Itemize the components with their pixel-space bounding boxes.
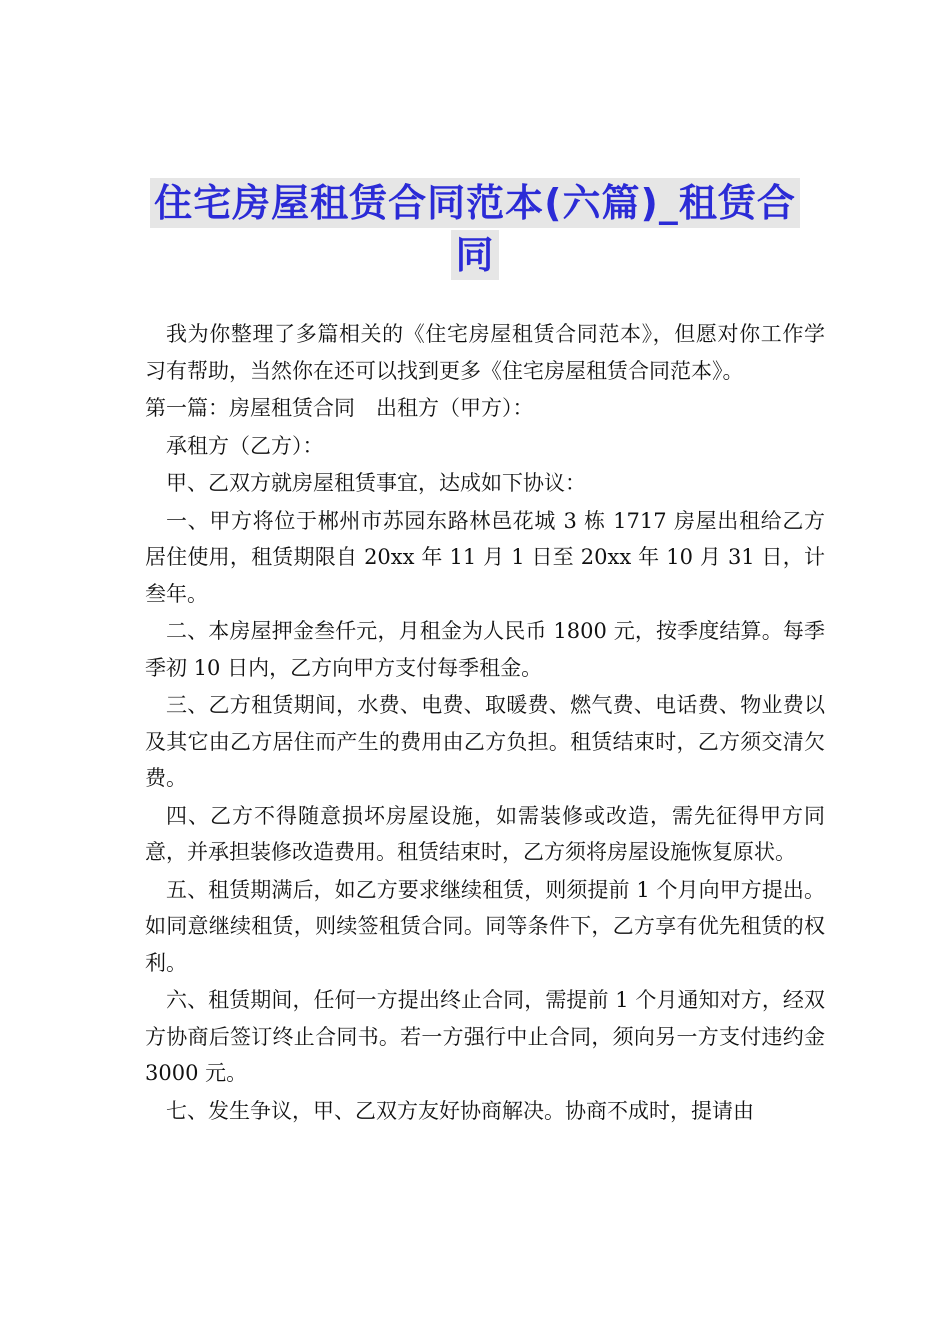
paragraph: 三、乙方租赁期间，水费、电费、取暖费、燃气费、电话费、物业费以及其它由乙方居住而产生的费用由乙方负担。租赁结束时，乙方须交清欠费。 — [145, 693, 825, 790]
document-body — [145, 316, 825, 1129]
paragraph: 承租方（乙方）： — [166, 433, 324, 458]
paragraph: 四、乙方不得随意损坏房屋设施，如需装修或改造，需先征得甲方同意，并承担装修改造费用。租赁结束时，乙方须将房屋设施恢复原状。 — [145, 803, 825, 864]
paragraph: 七、发生争议，甲、乙双方友好协商解决。协商不成时，提请由 — [166, 1098, 754, 1123]
paragraph: 甲、乙双方就房屋租赁事宜，达成如下协议： — [166, 471, 586, 495]
paragraph: 我为你整理了多篇相关的《住宅房屋租赁合同范本》，但愿对你工作学习有帮助，当然你在还可以找到更多《住宅房屋租赁合同范本》。 — [145, 322, 825, 383]
paragraph: 五、租赁期满后，如乙方要求继续租赁，则须提前 1 个月向甲方提出。如同意继续租赁，则续签租赁合同。同等条件下，乙方享有优先租赁的权利。 — [145, 877, 825, 975]
paragraph: 六、租赁期间，任何一方提出终止合同，需提前 1 个月通知对方，经双方协商后签订终止合同书。若一方强行中止合同，须向另一方支付违约金 3000 元。 — [145, 988, 825, 1085]
paragraph: 二、本房屋押金叁仟元，月租金为人民币 1800 元，按季度结算。每季季初 10 日内，乙方向甲方支付每季租金。 — [145, 619, 825, 680]
title-line-1: 住宅房屋租赁合同范本(六篇)_租赁合 — [150, 178, 800, 228]
document-title — [130, 178, 820, 280]
paragraph: 一、甲方将位于郴州市苏园东路林邑花城 3 栋 1717 房屋出租给乙方居住使用，租赁期限自 20xx 年 11 月 1 日至 20xx 年 10 月 31 日，计叁年。 — [145, 508, 825, 606]
paragraph: 第一篇：房屋租赁合同 出租方（甲方）： — [145, 396, 534, 420]
title-line-2: 同 — [451, 230, 498, 280]
